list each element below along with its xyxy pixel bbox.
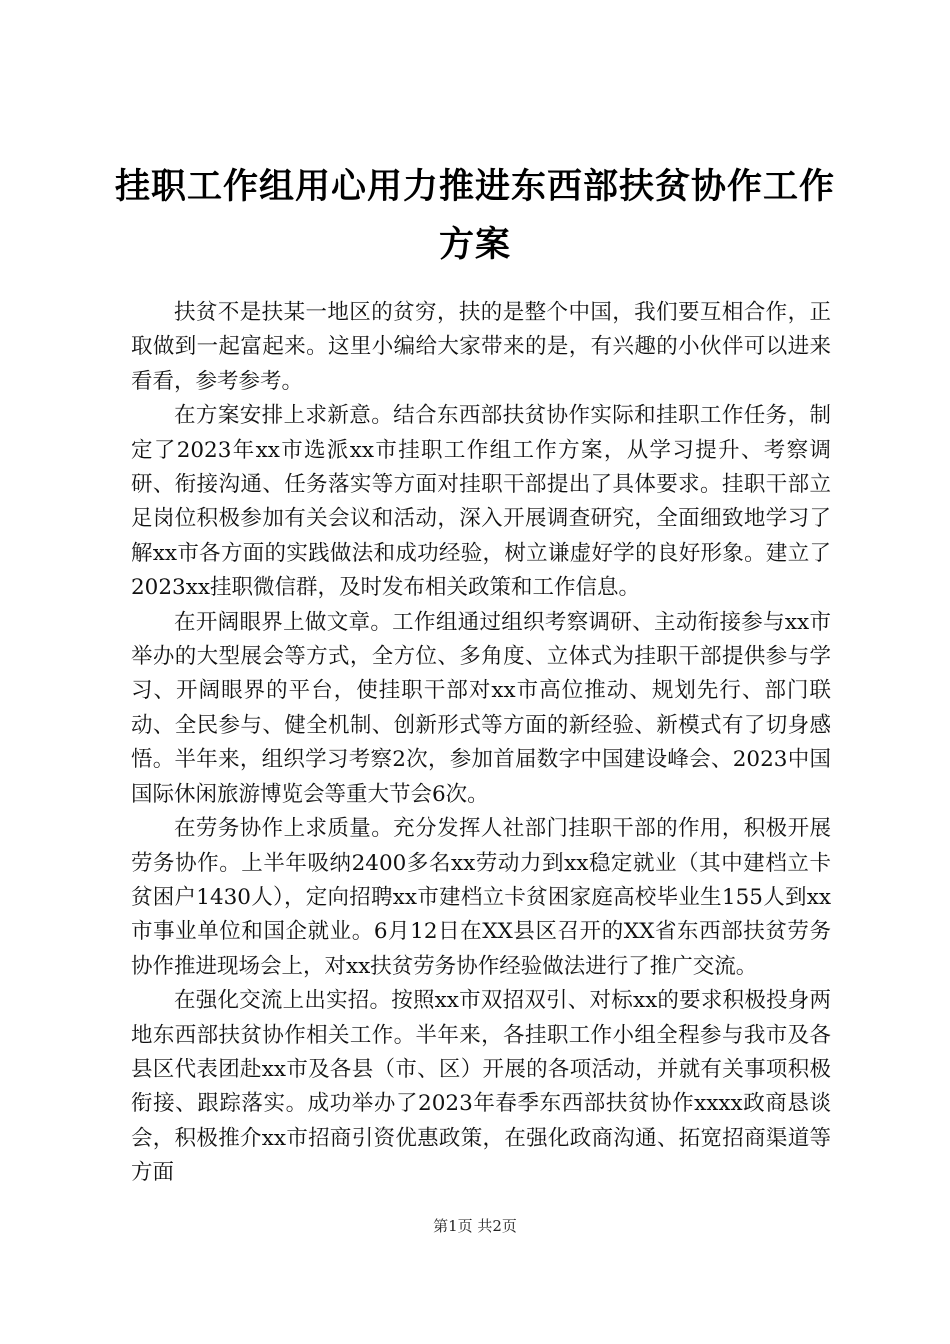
document-body [131, 296, 831, 1191]
paragraph-labor: 在劳务协作上求质量。充分发挥人社部门挂职干部的作用，积极开展劳务协作。上半年吸纳2400多名xx劳动力到xx稳定就业（其中建档立卡贫困户1430人），定向招聘xx市建档立卡贫困家庭高校毕业生155人到xx市事业单位和国企就业。6月12日在XX县区召开的XX省东西部扶贫劳务协作推进现场会上，对xx扶贫劳务协作经验做法进行了推广交流。 [131, 816, 831, 979]
paragraph-horizon: 在开阔眼界上做文章。工作组通过组织考察调研、主动衔接参与xx市举办的大型展会等方式，全方位、多角度、立体式为挂职干部提供参与学习、开阔眼界的平台，使挂职干部对xx市高位推动、规划先行、部门联动、全民参与、健全机制、创新形式等方面的新经验、新模式有了切身感悟。半年来，组织学习考察2次，参加首届数字中国建设峰会、2023中国国际休闲旅游博览会等重大节会6次。 [131, 609, 831, 807]
paragraph-plan: 在方案安排上求新意。结合东西部扶贫协作实际和挂职工作任务，制定了2023年xx市选派xx市挂职工作组工作方案，从学习提升、考察调研、衔接沟通、任务落实等方面对挂职干部提出了具体要求。挂职干部立足岗位积极参加有关会议和活动，深入开展调查研究，全面细致地学习了解xx市各方面的实践做法和成功经验，树立谦虚好学的良好形象。建立了2023xx挂职微信群，及时发布相关政策和工作信息。 [131, 403, 831, 601]
document-title: 挂职工作组用心用力推进东西部扶贫协作工作方案 [114, 167, 835, 265]
paragraph-exchange: 在强化交流上出实招。按照xx市双招双引、对标xx的要求积极投身两地东西部扶贫协作相关工作。半年来，各挂职工作小组全程参与我市及各县区代表团赴xx市及各县（市、区）开展的各项活动，并就有关事项积极衔接、跟踪落实。成功举办了2023年春季东西部扶贫协作xxxx政商恳谈会，积极推介xx市招商引资优惠政策，在强化政商沟通、拓宽招商渠道等方面 [131, 988, 831, 1186]
paragraph-intro: 扶贫不是扶某一地区的贫穷，扶的是整个中国，我们要互相合作，正取做到一起富起来。这里小编给大家带来的是，有兴趣的小伙伴可以进来看看，参考参考。 [131, 300, 831, 394]
page-footer: 第1页 共2页 [433, 1217, 517, 1235]
